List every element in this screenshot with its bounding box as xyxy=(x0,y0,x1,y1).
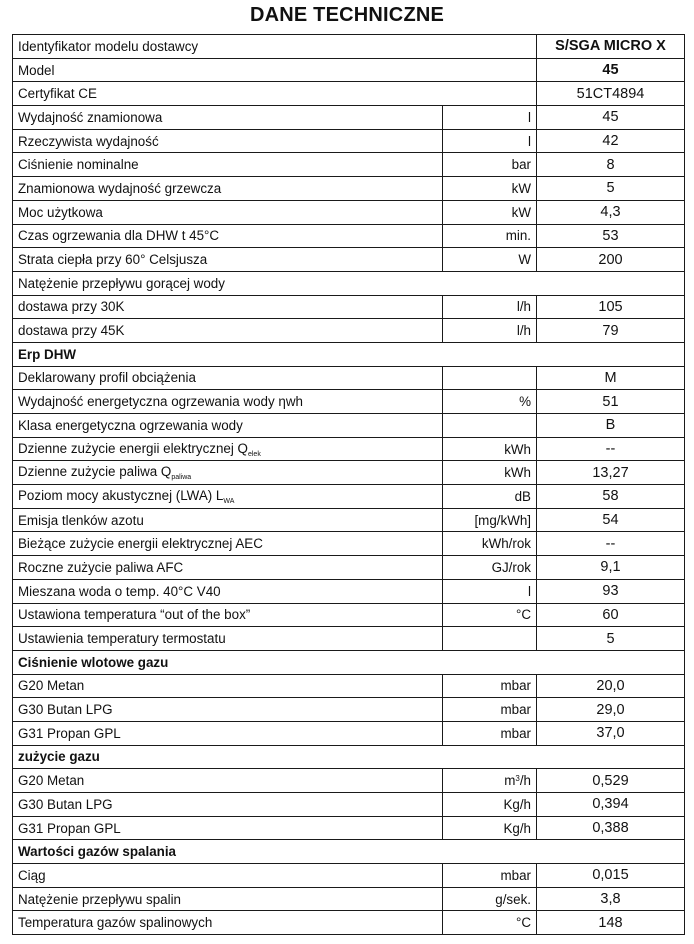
param-label xyxy=(13,864,443,888)
param-value-text: 9,1 xyxy=(600,559,621,576)
param-label: Identyfikator modelu dostawcy xyxy=(13,35,537,59)
param-unit xyxy=(443,106,537,130)
param-label-text: G30 Butan LPG xyxy=(18,702,113,718)
param-label xyxy=(13,319,443,343)
table-row xyxy=(13,129,685,153)
param-label xyxy=(13,769,443,793)
section-header-row xyxy=(13,650,685,674)
param-unit xyxy=(443,319,537,343)
table-row xyxy=(13,603,685,627)
unit-text: min. xyxy=(505,228,531,244)
unit-text: kW xyxy=(511,204,531,220)
param-value-text: 0,529 xyxy=(592,772,629,789)
unit-suffix: /h xyxy=(519,773,531,789)
param-value-text: 79 xyxy=(602,322,619,339)
param-label-text: G20 Metan xyxy=(18,773,85,789)
param-value-text: 93 xyxy=(602,583,619,600)
param-unit xyxy=(443,177,537,201)
param-value-text: 13,27 xyxy=(592,464,629,481)
param-value-text: 105 xyxy=(598,298,623,315)
param-value xyxy=(537,721,685,745)
param-unit xyxy=(443,366,537,390)
param-label xyxy=(13,390,443,414)
param-label xyxy=(13,508,443,532)
unit-text: kWh/rok xyxy=(481,536,531,552)
section-header-row xyxy=(13,840,685,864)
param-unit xyxy=(443,911,537,935)
param-label-text: Ustawienia temperatury termostatu xyxy=(18,631,226,647)
unit-text: °C xyxy=(515,607,531,623)
param-unit xyxy=(443,224,537,248)
param-label xyxy=(13,295,443,319)
table-row-header xyxy=(13,58,685,82)
param-value xyxy=(537,366,685,390)
table-row xyxy=(13,366,685,390)
ce-certificate-value: 51CT4894 xyxy=(537,82,685,106)
param-label-text: Natężenie przepływu spalin xyxy=(18,891,182,907)
table-row-header xyxy=(13,35,685,59)
unit-text: GJ/rok xyxy=(491,559,531,575)
param-value-text: -- xyxy=(605,441,616,458)
table-row xyxy=(13,911,685,935)
table-row xyxy=(13,224,685,248)
param-unit xyxy=(443,887,537,911)
table-row xyxy=(13,200,685,224)
param-unit xyxy=(443,769,537,793)
param-value xyxy=(537,556,685,580)
table-row-header xyxy=(13,82,685,106)
param-value-text: 60 xyxy=(602,606,619,623)
table-row xyxy=(13,414,685,438)
page-title: DANE TECHNICZNE xyxy=(249,4,445,26)
section-title-text: Wartości gazów spalania xyxy=(18,844,177,860)
param-label xyxy=(13,177,443,201)
param-value xyxy=(537,414,685,438)
param-value xyxy=(537,816,685,840)
unit-text: kWh xyxy=(504,441,531,457)
param-subscript: paliwa xyxy=(171,474,192,482)
param-label-text: Strata ciepła przy 60° Celsjusza xyxy=(18,252,208,268)
param-label-text: Czas ogrzewania dla DHW t 45°C xyxy=(18,228,220,244)
param-value xyxy=(537,698,685,722)
param-label-text: Wydajność znamionowa xyxy=(18,109,163,125)
unit-text: m xyxy=(504,773,516,789)
param-value xyxy=(537,461,685,485)
param-value-text: 53 xyxy=(602,227,619,244)
param-unit xyxy=(443,485,537,509)
table-row xyxy=(13,153,685,177)
table-row xyxy=(13,721,685,745)
param-unit xyxy=(443,698,537,722)
param-label-text: Klasa energetyczna ogrzewania wody xyxy=(18,417,243,433)
param-label-text: Poziom mocy akustycznej (LWA) L xyxy=(18,487,224,503)
param-value xyxy=(537,248,685,272)
unit-text: bar xyxy=(511,157,531,173)
unit-text: l/h xyxy=(516,299,531,315)
param-label-text: Dzienne zużycie paliwa Q xyxy=(18,464,172,480)
unit-text: mbar xyxy=(500,702,531,718)
table-row xyxy=(13,390,685,414)
param-value xyxy=(537,437,685,461)
param-value-text: 20,0 xyxy=(596,677,625,694)
technical-data-table xyxy=(12,34,685,935)
param-value xyxy=(537,532,685,556)
param-unit xyxy=(443,816,537,840)
param-value xyxy=(537,224,685,248)
param-value-text: 5 xyxy=(606,180,615,197)
param-unit xyxy=(443,721,537,745)
unit-text: Kg/h xyxy=(503,796,531,812)
section-title xyxy=(13,745,685,769)
param-label-text: Emisja tlenków azotu xyxy=(18,512,144,528)
param-value-text: 200 xyxy=(598,251,623,268)
param-value-text: 3,8 xyxy=(600,891,621,908)
table-row xyxy=(13,627,685,651)
param-value xyxy=(537,177,685,201)
param-label-text: Ciśnienie nominalne xyxy=(18,157,139,173)
param-value xyxy=(537,319,685,343)
section-title xyxy=(13,650,685,674)
param-value xyxy=(537,295,685,319)
param-unit xyxy=(443,603,537,627)
param-label xyxy=(13,698,443,722)
param-value-text: 4,3 xyxy=(600,204,621,221)
param-value xyxy=(537,200,685,224)
param-label xyxy=(13,793,443,817)
param-value-text: 54 xyxy=(602,512,619,529)
param-unit xyxy=(443,437,537,461)
param-label xyxy=(13,721,443,745)
model-value: 45 xyxy=(537,58,685,82)
param-unit xyxy=(443,153,537,177)
param-value xyxy=(537,579,685,603)
param-label xyxy=(13,414,443,438)
param-label xyxy=(13,153,443,177)
param-unit xyxy=(443,414,537,438)
param-label-text: Ustawiona temperatura “out of the box” xyxy=(18,607,251,623)
unit-text: [mg/kWh] xyxy=(474,512,531,528)
param-value-text: 0,394 xyxy=(592,796,629,813)
unit-text: °C xyxy=(515,915,531,931)
param-label-text: G20 Metan xyxy=(18,678,85,694)
model-identifier-value: S/SGA MICRO X xyxy=(537,35,685,59)
param-label: Certyfikat CE xyxy=(13,82,537,106)
param-unit xyxy=(443,508,537,532)
param-label-text: Roczne zużycie paliwa AFC xyxy=(18,559,184,575)
section-header-row xyxy=(13,745,685,769)
param-value xyxy=(537,769,685,793)
table-row xyxy=(13,106,685,130)
param-value xyxy=(537,911,685,935)
unit-text: dB xyxy=(514,488,531,504)
param-unit xyxy=(443,248,537,272)
table-row xyxy=(13,864,685,888)
table-row xyxy=(13,769,685,793)
unit-text: kW xyxy=(511,180,531,196)
param-subscript: WA xyxy=(223,497,235,505)
param-value xyxy=(537,627,685,651)
table-row xyxy=(13,461,685,485)
param-value-text: 51 xyxy=(602,393,619,410)
unit-text: Kg/h xyxy=(503,820,531,836)
param-label xyxy=(13,366,443,390)
param-label-text: Wydajność energetyczna ogrzewania wody ηwh xyxy=(18,394,303,410)
param-label xyxy=(13,674,443,698)
param-label-text: Znamionowa wydajność grzewcza xyxy=(18,180,222,196)
param-unit xyxy=(443,864,537,888)
unit-text: l xyxy=(528,109,531,125)
param-value xyxy=(537,674,685,698)
param-value xyxy=(537,485,685,509)
param-value xyxy=(537,793,685,817)
param-value-text: 148 xyxy=(598,914,623,931)
param-label-text: G31 Propan GPL xyxy=(18,820,121,836)
param-value xyxy=(537,106,685,130)
unit-text: g/sek. xyxy=(495,891,531,907)
param-label-text: Ciąg xyxy=(18,867,46,883)
unit-text: % xyxy=(519,394,531,410)
unit-text: mbar xyxy=(500,678,531,694)
table-row xyxy=(13,319,685,343)
group-label-row xyxy=(13,271,685,295)
param-value xyxy=(537,603,685,627)
param-value-text: 0,388 xyxy=(592,820,629,837)
param-label xyxy=(13,200,443,224)
table-row xyxy=(13,295,685,319)
param-value xyxy=(537,508,685,532)
param-label xyxy=(13,556,443,580)
param-label-text: Moc użytkowa xyxy=(18,204,103,220)
unit-text: kWh xyxy=(504,465,531,481)
param-label-text: Dzienne zużycie energii elektrycznej Q xyxy=(18,440,248,456)
table-row xyxy=(13,698,685,722)
param-value-text: 37,0 xyxy=(596,725,625,742)
param-value xyxy=(537,129,685,153)
table-row xyxy=(13,793,685,817)
param-value xyxy=(537,390,685,414)
param-unit xyxy=(443,461,537,485)
param-value-text: 8 xyxy=(606,156,615,173)
param-value-text: 29,0 xyxy=(596,701,625,718)
param-value xyxy=(537,153,685,177)
param-unit xyxy=(443,579,537,603)
table-row xyxy=(13,248,685,272)
param-unit xyxy=(443,793,537,817)
section-title-text: zużycie gazu xyxy=(18,749,100,765)
param-unit xyxy=(443,627,537,651)
table-row xyxy=(13,556,685,580)
table-row xyxy=(13,887,685,911)
param-value xyxy=(537,887,685,911)
param-label-text: Temperatura gazów spalinowych xyxy=(18,915,213,931)
table-row xyxy=(13,579,685,603)
param-label-text: Mieszana woda o temp. 40°C V40 xyxy=(18,583,221,599)
table-row xyxy=(13,485,685,509)
unit-text: l/h xyxy=(516,323,531,339)
param-label xyxy=(13,224,443,248)
table-row xyxy=(13,816,685,840)
param-label-text: G30 Butan LPG xyxy=(18,796,113,812)
param-value-text: B xyxy=(605,417,616,434)
section-title-text: Ciśnienie wlotowe gazu xyxy=(18,654,169,670)
param-label xyxy=(13,911,443,935)
unit-text: mbar xyxy=(500,725,531,741)
param-value-text: -- xyxy=(605,535,616,552)
unit-superscript: 3 xyxy=(515,774,520,784)
param-label xyxy=(13,461,443,485)
param-label-text: Bieżące zużycie energii elektrycznej AEC xyxy=(18,536,263,552)
param-value-text: 45 xyxy=(602,109,619,126)
table-row xyxy=(13,508,685,532)
param-unit xyxy=(443,295,537,319)
param-value-text: 42 xyxy=(602,133,619,150)
unit-text: mbar xyxy=(500,867,531,883)
param-label xyxy=(13,532,443,556)
param-label-text: dostawa przy 45K xyxy=(18,323,125,339)
param-label xyxy=(13,603,443,627)
group-label-text: Natężenie przepływu gorącej wody xyxy=(18,275,225,291)
param-subscript: elek xyxy=(247,450,261,458)
param-label xyxy=(13,437,443,461)
param-unit xyxy=(443,390,537,414)
group-label xyxy=(13,271,685,295)
section-title xyxy=(13,840,685,864)
param-unit xyxy=(443,200,537,224)
param-label-text: dostawa przy 30K xyxy=(18,299,125,315)
table-row xyxy=(13,674,685,698)
param-label xyxy=(13,627,443,651)
table-row xyxy=(13,177,685,201)
table-row xyxy=(13,437,685,461)
param-value-text: M xyxy=(604,369,617,386)
param-label xyxy=(13,248,443,272)
param-label xyxy=(13,106,443,130)
param-unit xyxy=(443,129,537,153)
unit-text: W xyxy=(518,252,531,268)
unit-text: l xyxy=(528,583,531,599)
unit-text: l xyxy=(528,133,531,149)
param-label xyxy=(13,485,443,509)
param-label xyxy=(13,129,443,153)
param-label-text: Rzeczywista wydajność xyxy=(18,133,159,149)
table-row xyxy=(13,532,685,556)
param-value-text: 58 xyxy=(602,488,619,505)
param-label xyxy=(13,887,443,911)
param-label xyxy=(13,816,443,840)
param-unit xyxy=(443,532,537,556)
section-title xyxy=(13,342,685,366)
section-title-text: Erp DHW xyxy=(18,346,77,362)
param-value xyxy=(537,864,685,888)
param-label xyxy=(13,579,443,603)
param-value-text: 5 xyxy=(606,630,615,647)
param-label: Model xyxy=(13,58,537,82)
param-value-text: 0,015 xyxy=(592,867,629,884)
section-header-row xyxy=(13,342,685,366)
param-unit xyxy=(443,556,537,580)
param-unit xyxy=(443,674,537,698)
param-label-text: G31 Propan GPL xyxy=(18,725,121,741)
param-label-text: Deklarowany profil obciążenia xyxy=(18,370,196,386)
